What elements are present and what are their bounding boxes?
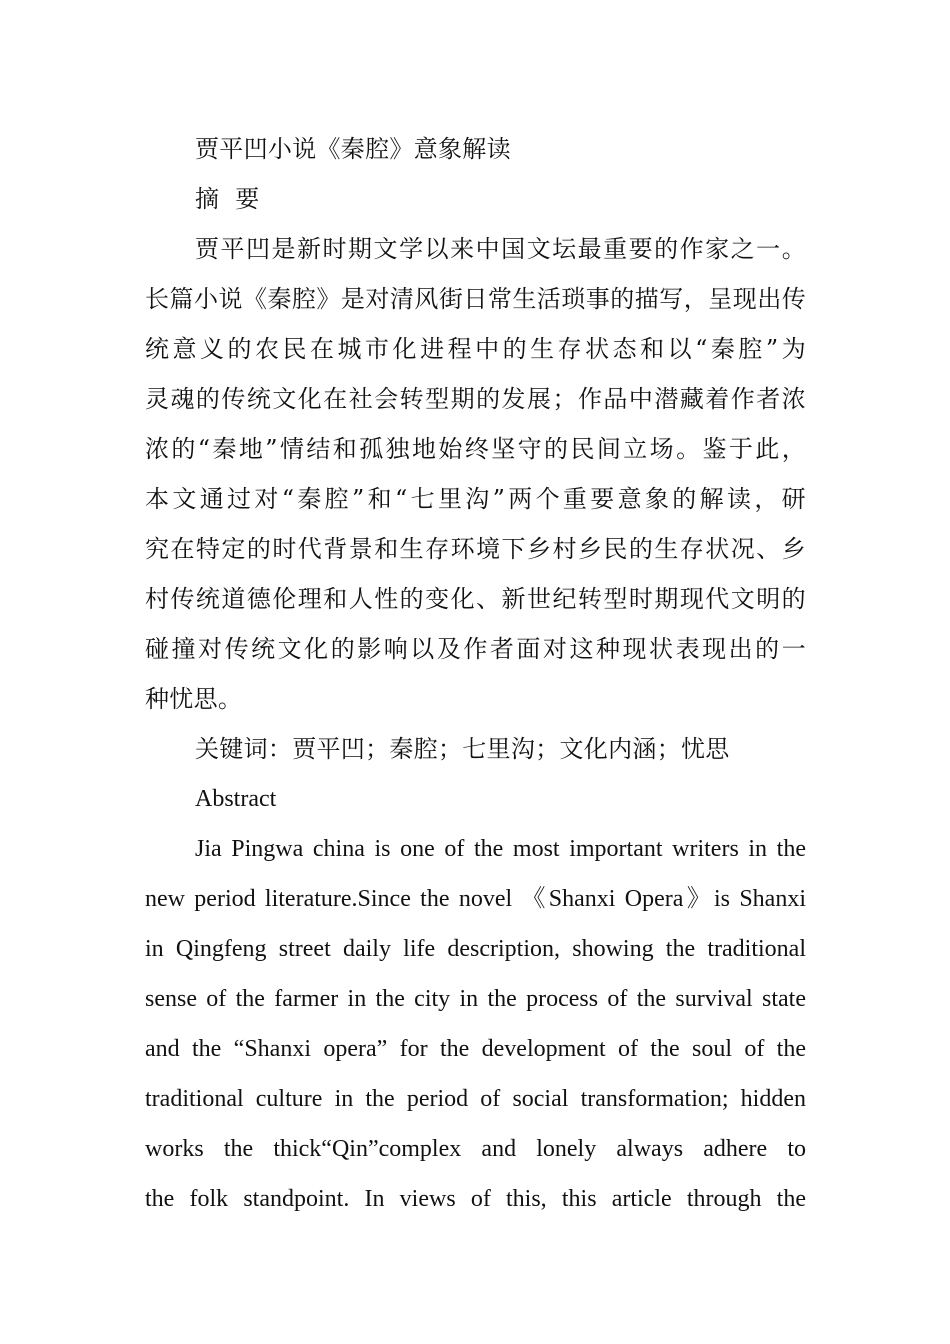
document-title: 贾平凹小说《秦腔》意象解读: [195, 135, 511, 163]
english-abstract-line: new period literature.Since the novel 《Shanxi Opera》is Shanxi: [145, 886, 806, 912]
abstract-line: 长篇小说《秦腔》是对清风街日常生活琐事的描写，呈现出传: [145, 285, 806, 313]
abstract-heading: 摘 要: [195, 185, 260, 213]
abstract-line: 统意义的农民在城市化进程中的生存状态和以“秦腔”为: [145, 335, 806, 363]
english-abstract-line: sense of the farmer in the city in the process of the survival state: [145, 986, 806, 1012]
abstract-line: 碰撞对传统文化的影响以及作者面对这种现状表现出的一: [145, 635, 806, 663]
abstract-line: 浓的“秦地”情结和孤独地始终坚守的民间立场。鉴于此，: [145, 435, 806, 463]
abstract-line: 本文通过对“秦腔”和“七里沟”两个重要意象的解读，研: [145, 485, 806, 513]
abstract-line: 究在特定的时代背景和生存环境下乡村乡民的生存状况、乡: [145, 535, 806, 563]
document-page: [145, 124, 806, 1224]
abstract-line: 村传统道德伦理和人性的变化、新世纪转型时期现代文明的: [145, 585, 806, 613]
english-abstract-heading: Abstract: [195, 786, 277, 812]
keywords-line: 关键词：贾平凹；秦腔；七里沟；文化内涵；忧思: [195, 735, 730, 763]
english-abstract-line: and the “Shanxi opera” for the development of the soul of the: [145, 1036, 806, 1062]
abstract-line-last: 种忧思。: [145, 685, 243, 713]
abstract-line: 贾平凹是新时期文学以来中国文坛最重要的作家之一。: [195, 235, 806, 263]
english-abstract-line: works the thick“Qin”complex and lonely always adhere to: [145, 1136, 806, 1162]
english-abstract-line: traditional culture in the period of social transformation; hidden: [145, 1086, 806, 1112]
english-abstract-line: in Qingfeng street daily life description, showing the traditional: [145, 936, 806, 962]
english-abstract-line: Jia Pingwa china is one of the most important writers in the: [195, 836, 806, 862]
abstract-line: 灵魂的传统文化在社会转型期的发展；作品中潜藏着作者浓: [145, 385, 806, 413]
english-abstract-line: the folk standpoint. In views of this, this article through the: [145, 1186, 806, 1212]
